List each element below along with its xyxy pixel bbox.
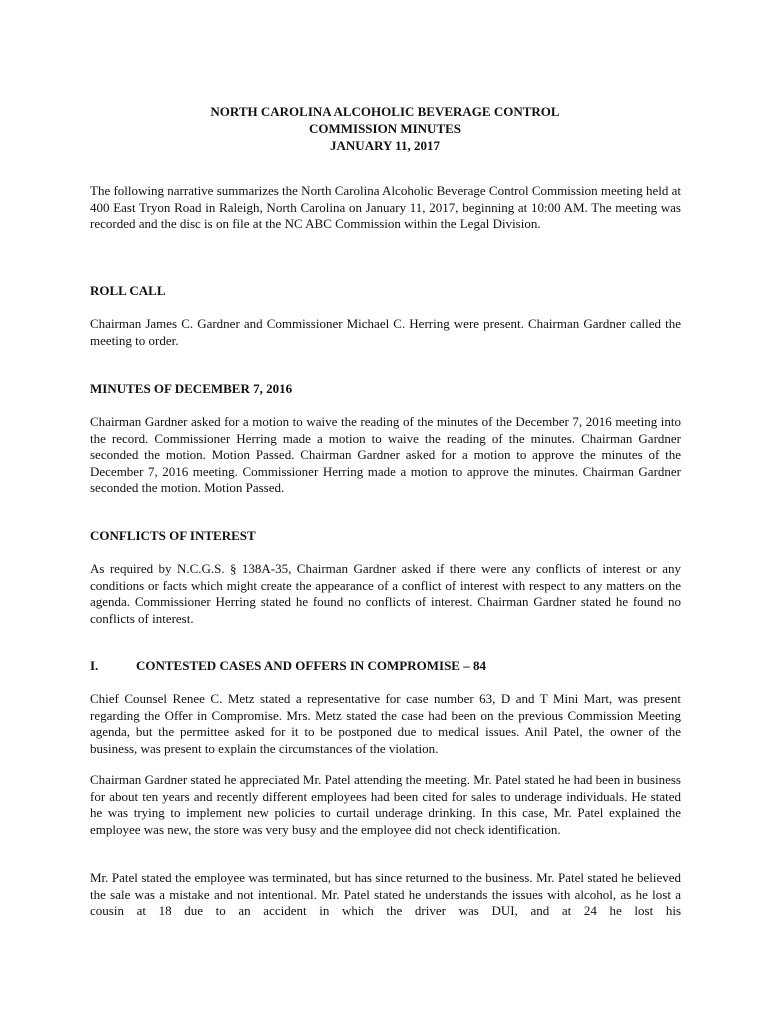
conflicts-heading: CONFLICTS OF INTEREST [90, 528, 256, 543]
title-line-3: JANUARY 11, 2017 [330, 138, 440, 153]
minutes-heading: MINUTES OF DECEMBER 7, 2016 [90, 381, 293, 396]
intro-paragraph: The following narrative summarizes the North Carolina Alcoholic Beverage Control Commission meeting held at 400 East Tryon Road in Raleigh, North Carolina on January 11, 2017, beginning at 10:00 AM. The meeting was recorded and the disc is on file at the NC ABC Commission within the Legal Division. [90, 183, 681, 231]
section-1-title: CONTESTED CASES AND OFFERS IN COMPROMISE – 84 [136, 658, 486, 673]
section-1-paragraph-1: Chief Counsel Renee C. Metz stated a representative for case number 63, D and T Mini Mart, was present regarding the Offer in Compromise. Mrs. Metz stated the case had been on the previous Commission Meeting agenda, but the permittee asked for it to be postponed due to medical issues. Anil Patel, the owner of the business, was present to explain the circumstances of the violation. [90, 691, 681, 756]
section-1-paragraph-3: Mr. Patel stated the employee was terminated, but has since returned to the business. Mr. Patel stated he believed the sale was a mistake and not intentional. Mr. Patel stated he understands the issues with alcohol, as he lost a cousin at 18 due to an accident in which the driver was DUI, and at 24 he lost his [90, 870, 681, 918]
roll-call-paragraph: Chairman James C. Gardner and Commissioner Michael C. Herring were present. Chairman Gardner called the meeting to order. [90, 316, 681, 348]
title-line-2: COMMISSION MINUTES [308, 121, 462, 136]
section-1-paragraph-2: Chairman Gardner stated he appreciated Mr. Patel attending the meeting. Mr. Patel stated he had been in business for about ten years and recently different employees had been cited for sales to underage individuals. He stated he was trying to implement new policies to curtail underage drinking. In this case, Mr. Patel explained the employee was new, the store was very busy and the employee did not check identification. [90, 772, 681, 837]
section-1-heading [90, 658, 681, 675]
section-1-number: I. [90, 658, 99, 673]
title-line-1: NORTH CAROLINA ALCOHOLIC BEVERAGE CONTROL [210, 104, 560, 119]
document-title [0, 103, 770, 154]
conflicts-paragraph: As required by N.C.G.S. § 138A-35, Chairman Gardner asked if there were any conflicts of interest or any conditions or facts which might create the appearance of a conflict of interest with respect to any matters on the agenda. Commissioner Herring stated he found no conflicts of interest. Chairman Gardner stated he found no conflicts of interest. [90, 561, 681, 626]
minutes-paragraph: Chairman Gardner asked for a motion to waive the reading of the minutes of the December 7, 2016 meeting into the record. Commissioner Herring made a motion to waive the reading of the minutes. Chairman Gardner seconded the motion. Motion Passed. Chairman Gardner asked for a motion to approve the minutes of the December 7, 2016 meeting. Commissioner Herring made a motion to approve the minutes. Chairman Gardner seconded the motion. Motion Passed. [90, 414, 681, 495]
roll-call-heading: ROLL CALL [90, 283, 166, 298]
